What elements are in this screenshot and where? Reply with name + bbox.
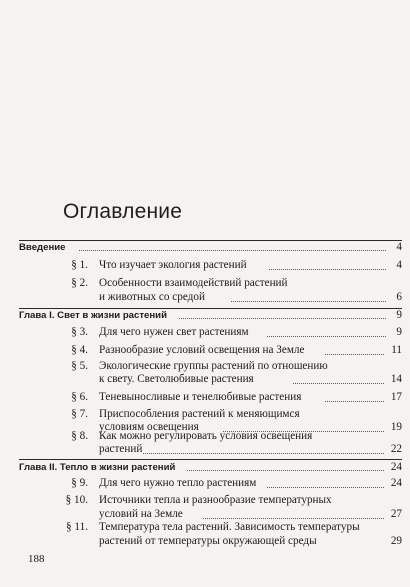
section-page: 29 (390, 535, 402, 547)
section-page: 9 (396, 326, 402, 338)
chapter-title: Глава II. Тепло в жизни растений (19, 462, 176, 473)
leader-dots (269, 269, 386, 270)
section-page: 14 (390, 373, 402, 385)
section-title: Разнообразие условий освещения на Земле (99, 344, 305, 356)
section-number: § 1. (71, 259, 88, 271)
leader-dots (231, 301, 386, 302)
section-page: 24 (390, 477, 402, 489)
section-title-cont: условий на Земле (99, 508, 183, 520)
section-number: § 2. (71, 277, 88, 289)
section-page: 19 (390, 421, 402, 433)
leader-dots (325, 354, 384, 355)
section-number: § 5. (71, 360, 88, 372)
section-number: § 6. (71, 391, 88, 403)
leader-dots (267, 487, 384, 488)
chapter-page: 9 (396, 309, 402, 321)
section-title: Для чего нужен свет растениям (99, 326, 249, 338)
chapter-title: Глава I. Свет в жизни растений (19, 310, 167, 321)
toc-heading: Оглавление (63, 200, 183, 223)
toc-intro-title: Введение (19, 242, 66, 253)
section-title-cont: к свету. Светолюбивые растения (99, 373, 254, 385)
section-number: § 10. (65, 494, 88, 506)
leader-dots (267, 336, 386, 337)
section-number: § 9. (71, 477, 88, 489)
section-title-cont: растений от температуры окружающей среды (99, 535, 317, 547)
section-title: Источники тепла и разнообразие температурных (99, 494, 332, 506)
section-page: 11 (391, 344, 402, 356)
section-title-cont: растений (99, 443, 143, 455)
section-title: Особенности взаимодействий растений (99, 277, 288, 289)
section-number: § 3. (71, 326, 88, 338)
section-page: 4 (396, 259, 402, 271)
section-title-cont: условиям освещения (99, 421, 199, 433)
chapter-rule (19, 459, 402, 460)
leader-dots (143, 453, 384, 454)
section-page: 6 (396, 291, 402, 303)
section-title-cont: и животных со средой (99, 291, 205, 303)
toc-intro-page: 4 (396, 241, 402, 253)
section-title: Теневыносливые и тенелюбивые растения (99, 391, 302, 403)
section-title: Экологические группы растений по отношению (99, 360, 328, 372)
section-number: § 11. (66, 521, 88, 533)
section-page: 27 (390, 508, 402, 520)
section-title: Температура тела растений. Зависимость температуры (99, 521, 360, 533)
leader-dots (79, 250, 386, 251)
chapter-page: 24 (390, 461, 402, 473)
section-page: 22 (390, 443, 402, 455)
section-title: Что изучает экология растений (99, 259, 247, 271)
section-number: § 8. (71, 430, 88, 442)
leader-dots (203, 518, 384, 519)
top-rule (19, 240, 402, 241)
bleed-through-text (28, 26, 388, 113)
section-title: Для чего нужно тепло растениям (99, 477, 257, 489)
leader-dots (293, 383, 384, 384)
leader-dots (179, 318, 386, 319)
leader-dots (325, 401, 384, 402)
section-title: Как можно регулировать условия освещения (99, 430, 313, 442)
section-title: Приспособления растений к меняющимся (99, 408, 300, 420)
section-page: 17 (390, 391, 402, 403)
section-number: § 7. (71, 408, 88, 420)
page-number: 188 (28, 553, 45, 565)
section-number: § 4. (71, 344, 88, 356)
leader-dots (187, 470, 384, 471)
